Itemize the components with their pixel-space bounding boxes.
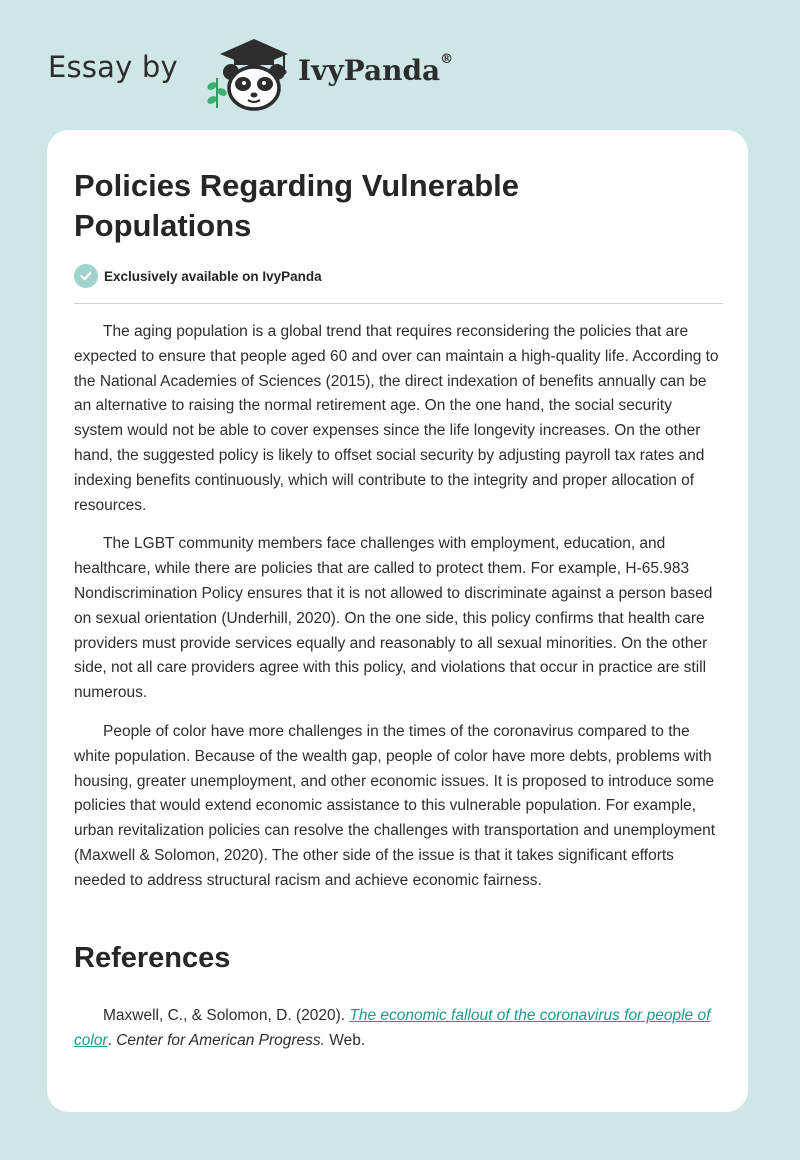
- title-divider: [74, 303, 723, 304]
- panda-logo-icon[interactable]: [204, 34, 294, 112]
- essay-card: [47, 130, 748, 1112]
- exclusive-badge-label: Exclusively available on IvyPanda: [104, 268, 322, 284]
- reference-separator: .: [107, 1031, 117, 1049]
- reference-source: Center for American Progress.: [116, 1031, 325, 1049]
- brand-name-text: IvyPanda: [298, 54, 441, 87]
- essay-paragraph: People of color have more challenges in the times of the coronavirus compared to the white population. Because of the wealth gap, people of color have more debts, problems with housing, greater unemployment, and other economic issues. It is proposed to introduce some policies that would extend economic assistance to this vulnerable population. For example, urban revitalization policies can resolve the challenges with transportation and unemployment (Maxwell & Solomon, 2020). The other side of the issue is that it takes significant efforts needed to address structural racism and achieve economic fairness.: [74, 722, 716, 889]
- brand-prefix: Essay by: [48, 50, 178, 84]
- brand-header: [48, 34, 508, 114]
- reference-title-link[interactable]: The economic fallout of the coronavirus for people of color: [74, 1007, 711, 1049]
- reference-authors: Maxwell, C., & Solomon, D. (2020).: [103, 1007, 350, 1024]
- check-circle-icon: [74, 264, 98, 288]
- reference-medium: Web.: [325, 1031, 366, 1049]
- references-heading: References: [74, 942, 231, 974]
- essay-body: [74, 320, 724, 908]
- registered-mark: ®: [440, 52, 454, 67]
- exclusive-badge: [74, 263, 322, 289]
- essay-paragraph: The aging population is a global trend that requires reconsidering the policies that are expected to ensure that people aged 60 and over can maintain a high-quality life. According to the National Academies of Sciences (2015), the direct indexation of benefits annually can be an alternative to raising the normal retirement age. On the one hand, the social security system would not be able to cover expenses since the life longevity increases. On the other hand, the suggested policy is likely to offset social security by adjusting payroll tax rates and indexing benefits continuously, which will contribute to the integrity and proper allocation of resources.: [74, 323, 719, 514]
- essay-paragraph: The LGBT community members face challenges with employment, education, and healthcare, while there are policies that are called to protect them. For example, H-65.983 Nondiscrimination Policy ensures that it is not allowed to discriminate against a person based on sexual orientation (Underhill, 2020). On the one side, this policy confirms that health care providers must provide services equally and reasonably to all sexual minorities. On the other side, not all care providers agree with this policy, and violations that occur in practice are still numerous.: [74, 535, 713, 702]
- reference-item: [74, 1004, 724, 1054]
- brand-name[interactable]: [298, 54, 453, 87]
- page-title: Policies Regarding Vulnerable Populations: [74, 168, 520, 243]
